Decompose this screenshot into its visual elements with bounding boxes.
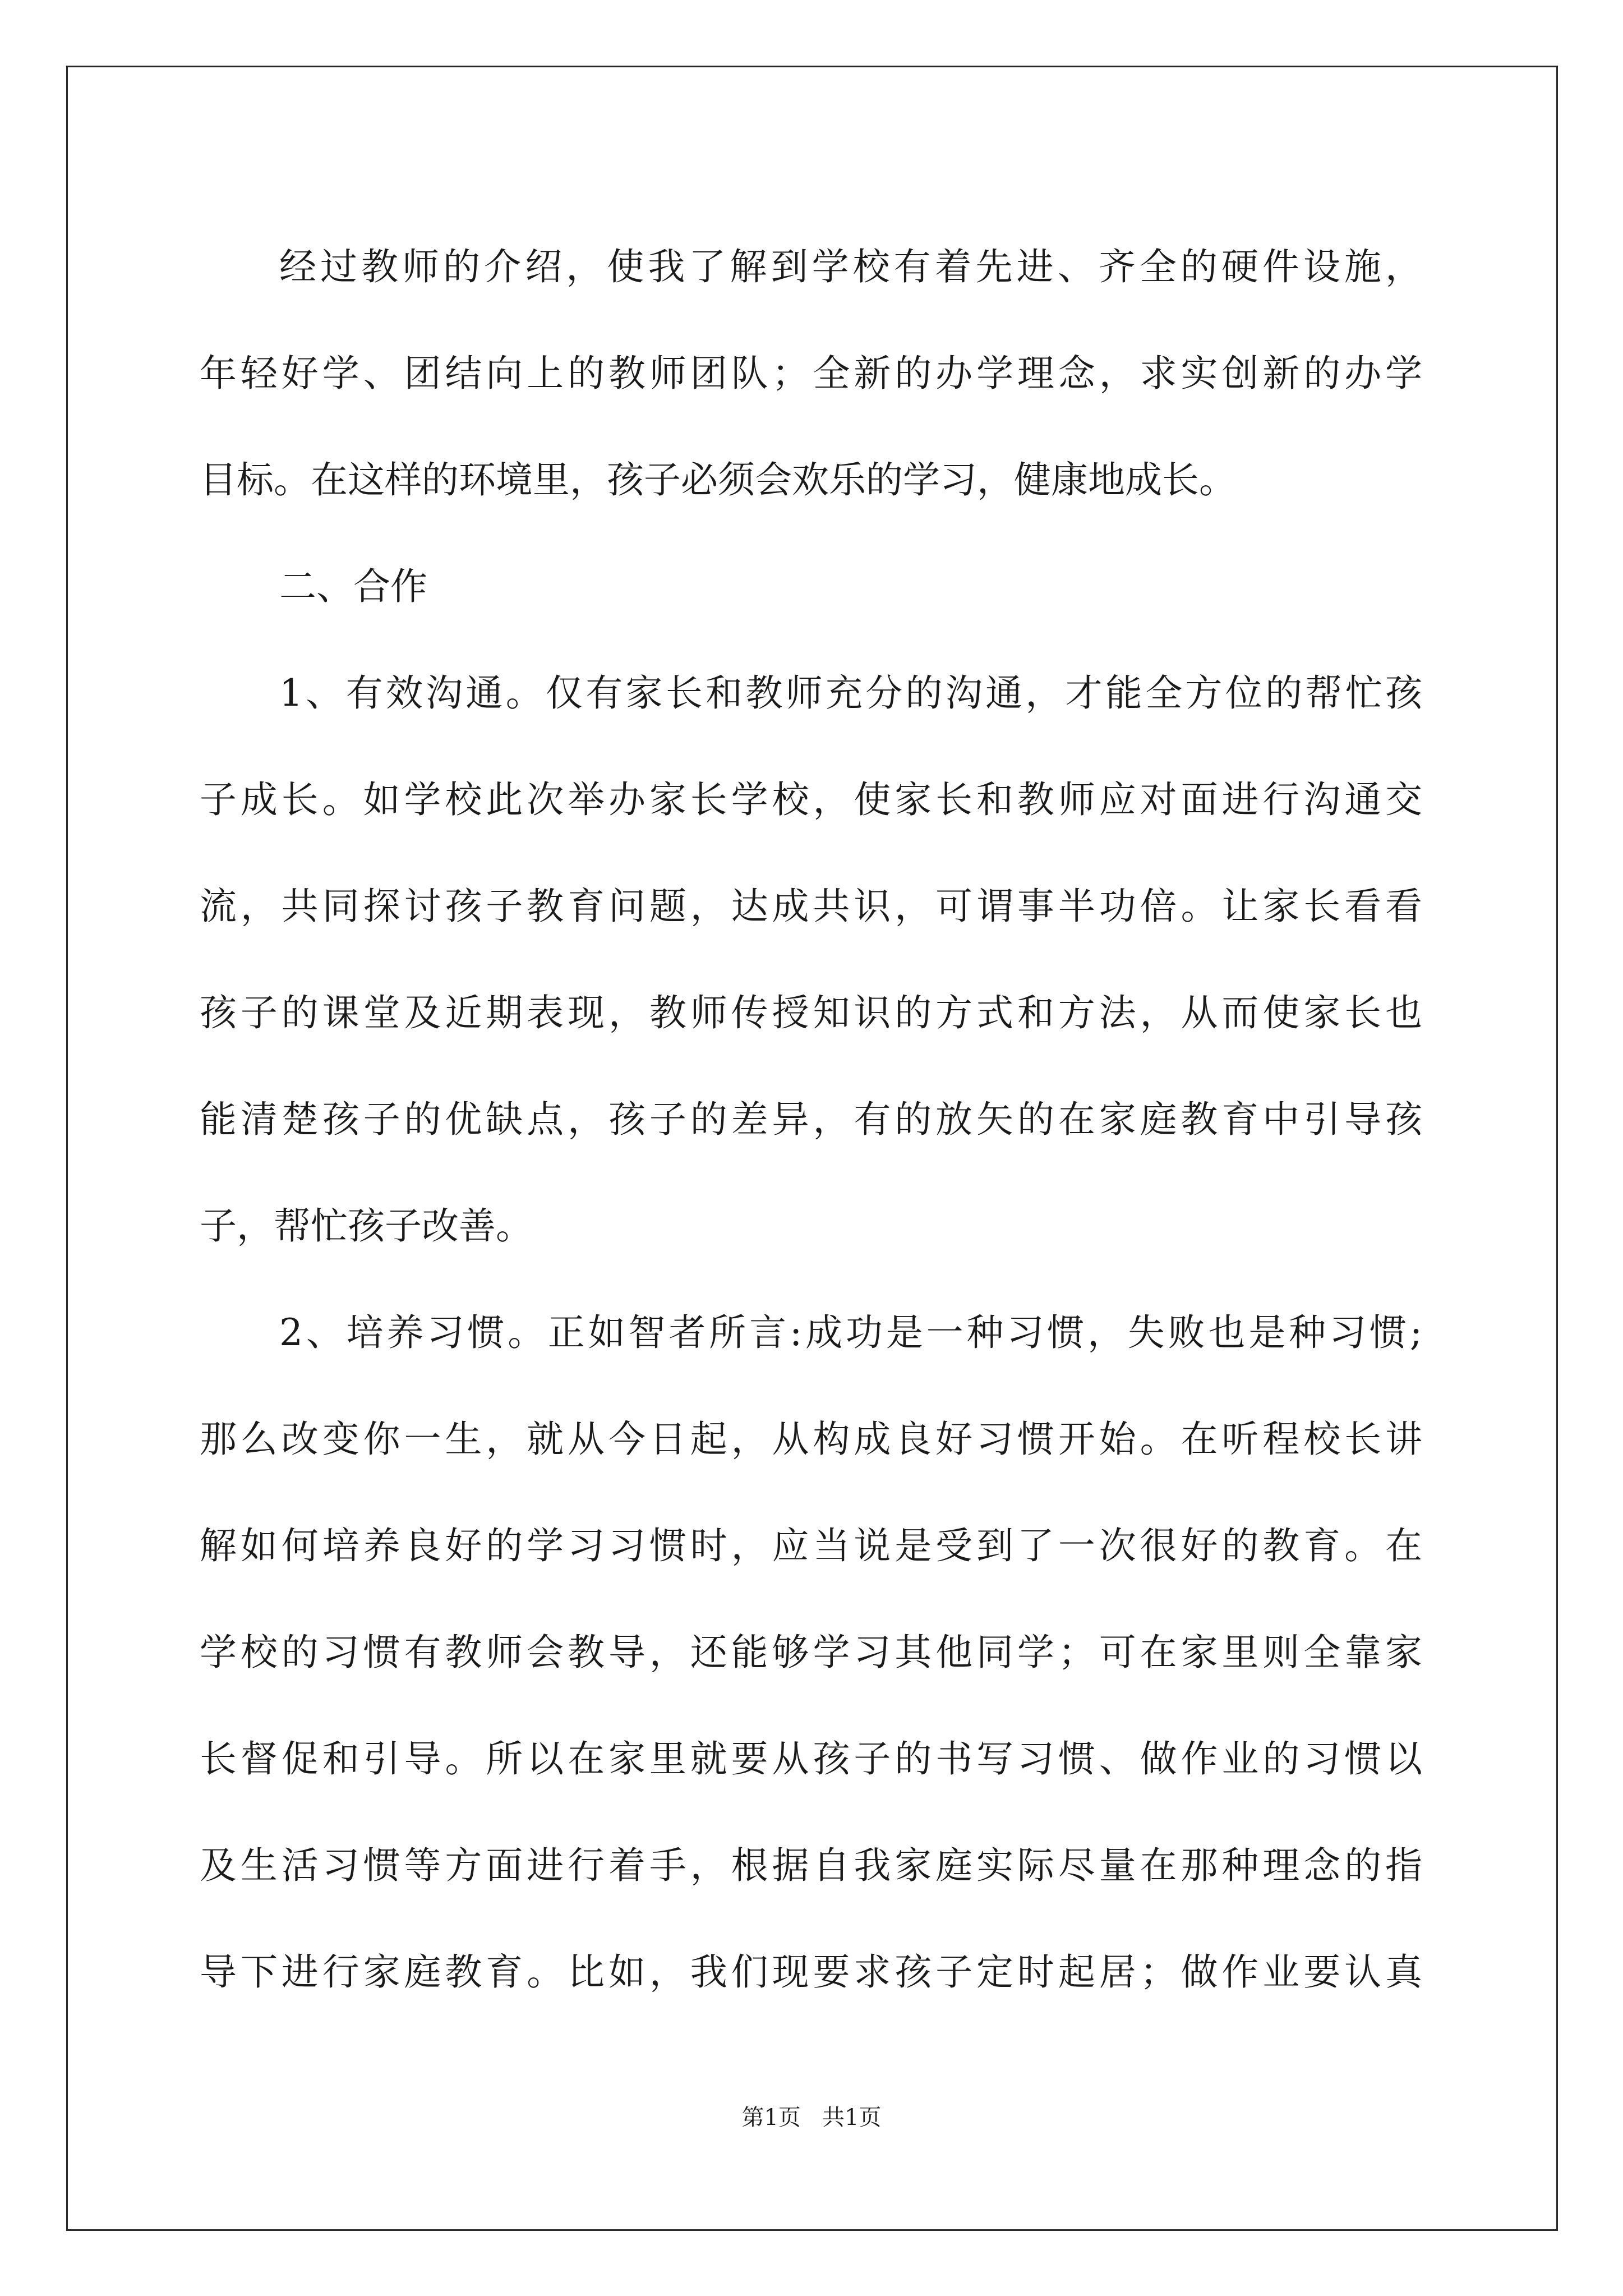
- text-line: 1、有效沟通。仅有家长和教师充分的沟通，才能全方位的帮忙孩: [279, 671, 1422, 715]
- page-footer: [0, 2101, 1623, 2134]
- text-line: 导下进行家庭教育。比如，我们现要求孩子定时起居；做作业要认真: [200, 1950, 1422, 1994]
- text-line: 经过教师的介绍，使我了解到学校有着先进、齐全的硬件设施，: [279, 245, 1422, 288]
- document-body: [200, 214, 1422, 2026]
- text-line: 长督促和引导。所以在家里就要从孩子的书写习惯、做作业的习惯以: [200, 1737, 1422, 1780]
- text-line: 孩子的课堂及近期表现，教师传授知识的方式和方法，从而使家长也: [200, 991, 1422, 1034]
- text-line: 解如何培养良好的学习习惯时，应当说是受到了一次很好的教育。在: [200, 1524, 1422, 1567]
- text-line: 年轻好学、团结向上的教师团队；全新的办学理念，求实创新的办学: [200, 352, 1422, 395]
- page-number: 第1页 共1页: [741, 2105, 882, 2131]
- text-line: 子成长。如学校此次举办家长学校，使家长和教师应对面进行沟通交: [200, 778, 1422, 821]
- text-line: 流，共同探讨孩子教育问题，达成共识，可谓事半功倍。让家长看看: [200, 885, 1422, 928]
- text-line: 2、培养习惯。正如智者所言:成功是一种习惯，失败也是种习惯;: [279, 1311, 1422, 1354]
- section-heading: 二、合作: [279, 565, 427, 608]
- text-line: 及生活习惯等方面进行着手，根据自我家庭实际尽量在那种理念的指: [200, 1844, 1422, 1887]
- text-line: 那么改变你一生，就从今日起，从构成良好习惯开始。在听程校长讲: [200, 1418, 1422, 1461]
- text-line: 子，帮忙孩子改善。: [200, 1204, 533, 1248]
- text-line: 能清楚孩子的优缺点，孩子的差异，有的放矢的在家庭教育中引导孩: [200, 1098, 1422, 1141]
- text-line: 目标。在这样的环境里，孩子必须会欢乐的学习，健康地成长。: [200, 458, 1236, 501]
- text-line: 学校的习惯有教师会教导，还能够学习其他同学；可在家里则全靠家: [200, 1631, 1422, 1674]
